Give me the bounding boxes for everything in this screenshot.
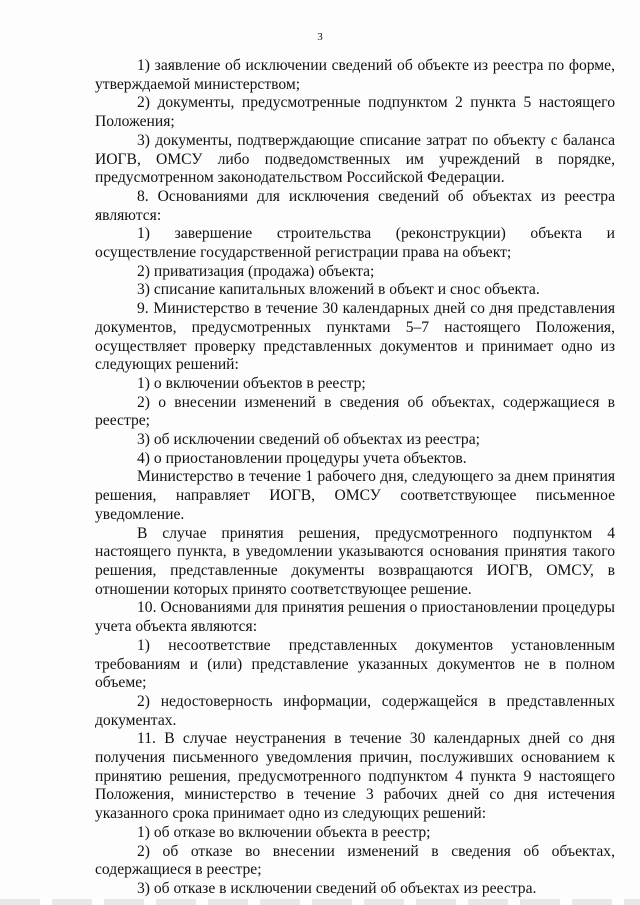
paragraph-1: 1) заявление об исключении сведений об объекте из реестра по форме, утверждаемой министерством;	[95, 57, 615, 93]
page-number: 3	[317, 31, 323, 43]
paragraph-8: 9. Министерство в течение 30 календарных дней со дня представления документов, предусмотренных пунктами 5–7 настоящего Положения, осуществляет проверку представленных документов и принимает одно из следующих решений:	[95, 300, 615, 374]
paragraph-18: 11. В случае неустранения в течение 30 календарных дней со дня получения письменного уведомления причин, послуживших основанием к принятию решения, предусмотренного подпунктом 4 пункта 9 настоящего Положения, министерство в течение 3 рабочих дней со дня истечения указанного срока принимает одно из следующих решений:	[95, 730, 615, 823]
paragraph-21: 3) об отказе в исключении сведений об объектах из реестра.	[137, 879, 537, 897]
paragraph-7: 3) списание капитальных вложений в объект и снос объекта.	[137, 281, 540, 299]
paragraph-9: 1) о включении объектов в реестр;	[137, 374, 366, 392]
paragraph-17: 2) недостоверность информации, содержащейся в представленных документах.	[95, 692, 615, 729]
paragraph-4: 8. Основаниями для исключения сведений об объектах из реестра являются:	[95, 187, 615, 224]
paragraph-5: 1) завершение строительства (реконструкции) объекта и осуществление государственной регистрации права на объект;	[95, 225, 615, 262]
paragraph-11: 3) об исключении сведений об объектах из реестра;	[137, 431, 480, 449]
document-body	[95, 57, 615, 899]
paragraph-13: Министерство в течение 1 рабочего дня, следующего за днем принятия решения, направляет ИОГВ, ОМСУ соответствующее письменное уведомление.	[95, 468, 615, 523]
paragraph-10: 2) о внесении изменений в сведения об объектах, содержащиеся в реестре;	[95, 393, 615, 430]
paragraph-14: В случае принятия решения, предусмотренного подпунктом 4 настоящего пункта, в уведомлении указываются основания принятия такого решения, представленные документы возвращаются ИОГВ, ОМСУ, в отношении которых принято соответствующее решение.	[95, 524, 615, 598]
paragraph-19: 1) об отказе во включении объекта в реестр;	[137, 823, 431, 841]
paragraph-16: 1) несоответствие представленных документов установленным требованиям и (или) представление указанных документов не в полном объеме;	[95, 636, 615, 692]
paragraph-2: 2) документы, предусмотренные подпунктом 2 пункта 5 настоящего Положения;	[95, 94, 615, 131]
scan-edge-divider	[0, 899, 640, 905]
paragraph-3: 3) документы, подтверждающие списание затрат по объекту с баланса ИОГВ, ОМСУ либо подведомственных им учреждений в порядке, предусмотренном законодательством Российской Федерации.	[95, 131, 615, 187]
paragraph-20: 2) об отказе во внесении изменений в сведения об объектах, содержащиеся в реестре;	[95, 842, 615, 879]
paragraph-6: 2) приватизация (продажа) объекта;	[137, 262, 375, 280]
paragraph-15: 10. Основаниями для принятия решения о приостановлении процедуры учета объекта являются:	[95, 599, 615, 636]
paragraph-12: 4) о приостановлении процедуры учета объектов.	[137, 449, 467, 467]
